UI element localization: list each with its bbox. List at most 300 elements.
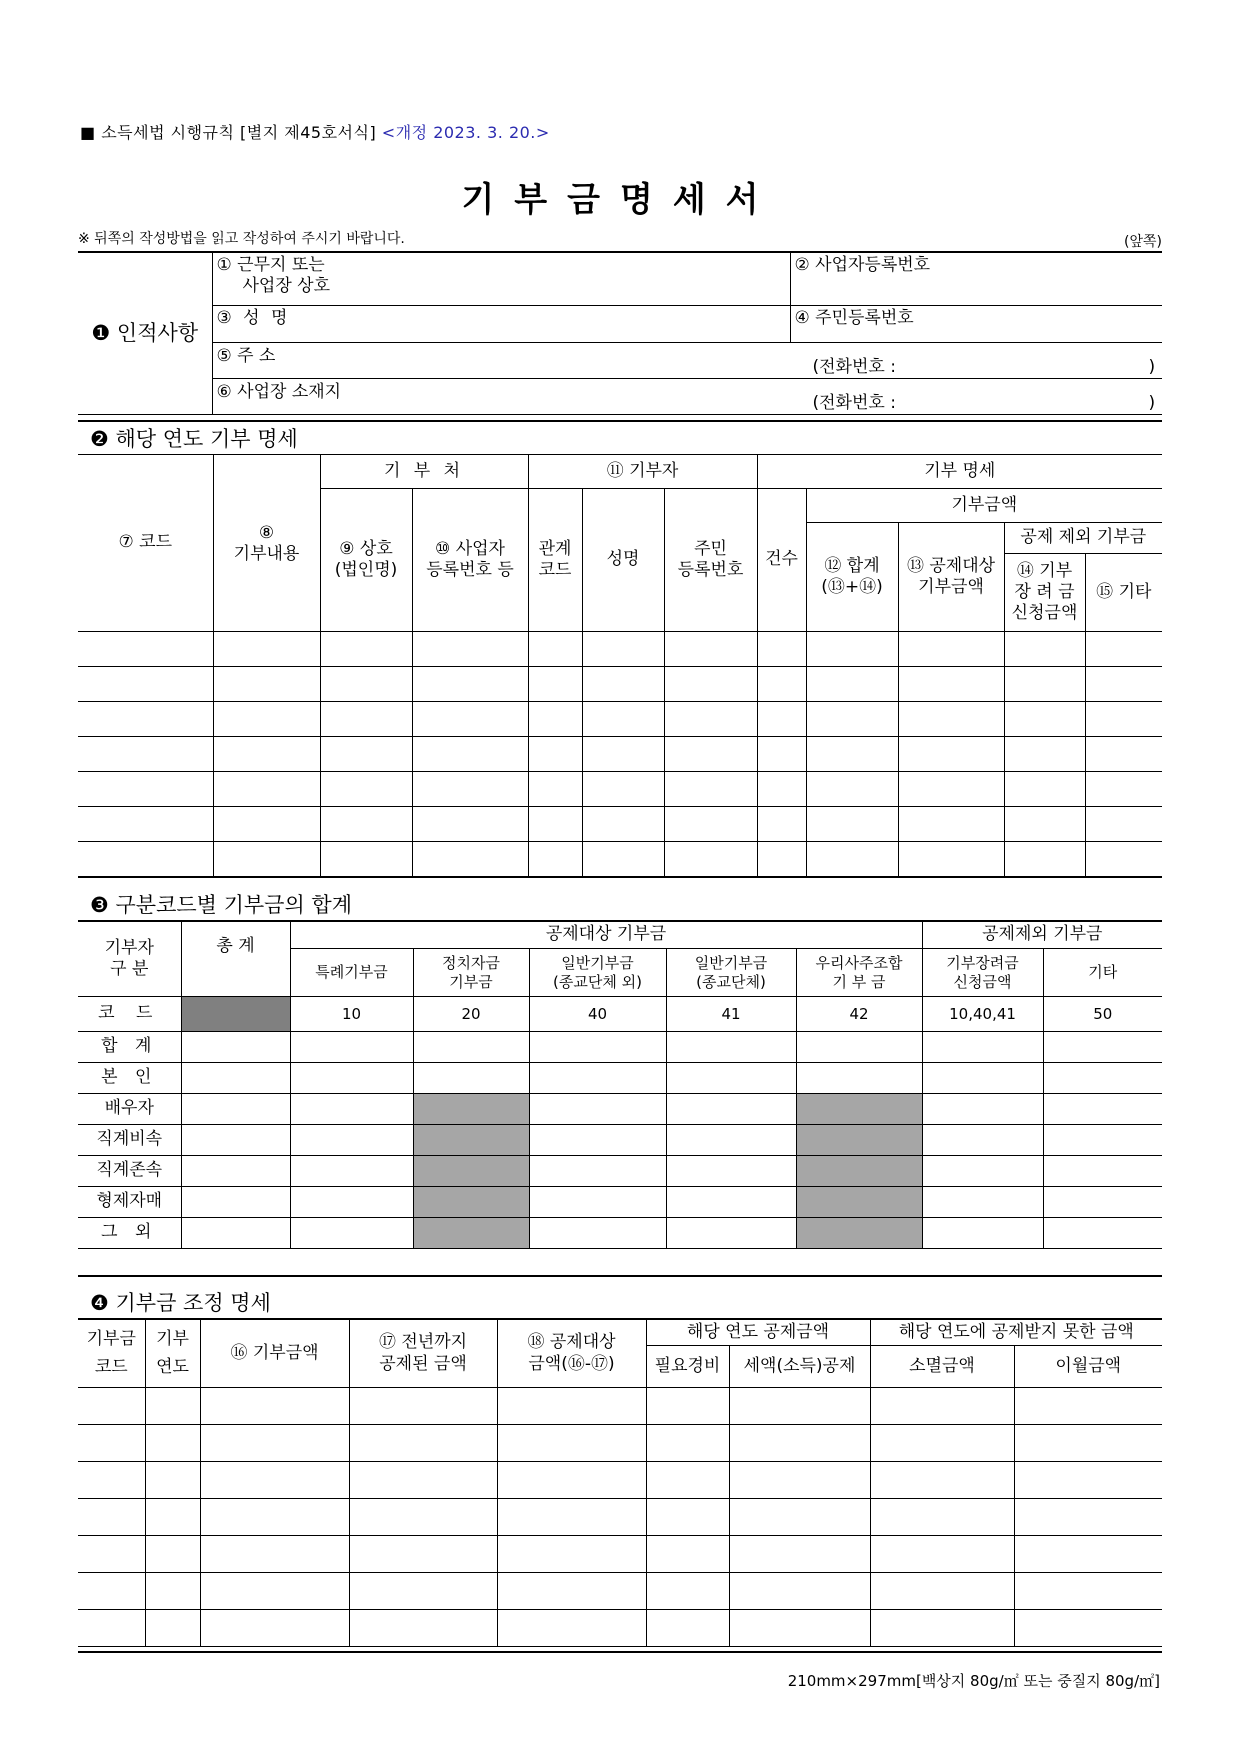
col-adj-amount: ⑯ 기부금액 <box>200 1320 349 1388</box>
category-cell[interactable] <box>290 1156 413 1187</box>
donation-cell[interactable] <box>78 737 213 772</box>
col-category-b: (종교단체 외) <box>553 972 642 991</box>
col-content-label: 기부내용 <box>233 544 300 565</box>
address-phone-end: ) <box>1148 357 1156 377</box>
adjustment-cell[interactable] <box>870 1499 1014 1536</box>
adjustment-cell[interactable] <box>870 1462 1014 1499</box>
adjustment-cell[interactable] <box>145 1573 200 1610</box>
donation-cell[interactable] <box>412 772 528 807</box>
donation-cell[interactable] <box>1085 807 1162 842</box>
col-donor-type-b: 구 분 <box>110 959 149 979</box>
donation-cell[interactable] <box>412 667 528 702</box>
donation-cell[interactable] <box>412 702 528 737</box>
adjustment-row <box>78 1388 1162 1425</box>
donation-cell[interactable] <box>320 702 412 737</box>
donation-cell[interactable] <box>1004 842 1085 877</box>
col-category <box>529 949 666 997</box>
category-row <box>78 1063 1162 1094</box>
adjustment-cell[interactable] <box>145 1499 200 1536</box>
donation-cell[interactable] <box>78 632 213 667</box>
adjustment-cell[interactable] <box>497 1610 646 1647</box>
donation-cell[interactable] <box>757 632 806 667</box>
category-cell[interactable] <box>529 1218 666 1249</box>
col-adj-exp: 필요경비 <box>646 1346 729 1388</box>
donation-row <box>78 842 1162 877</box>
category-cell[interactable] <box>181 1218 290 1249</box>
category-cell[interactable] <box>666 1218 796 1249</box>
field-bizno[interactable] <box>790 253 1162 306</box>
donation-cell[interactable] <box>320 632 412 667</box>
donation-cell[interactable] <box>582 772 664 807</box>
col-name-b: (법인명) <box>334 560 398 580</box>
section2-bottom-line <box>78 876 1162 878</box>
adjustment-cell[interactable] <box>1014 1425 1162 1462</box>
col-adj-code-a: 기부금 <box>86 1329 136 1350</box>
donation-cell[interactable] <box>757 842 806 877</box>
donation-row <box>78 807 1162 842</box>
adjustment-cell[interactable] <box>145 1425 200 1462</box>
donation-cell[interactable] <box>664 772 757 807</box>
adjustment-cell[interactable] <box>200 1425 349 1462</box>
category-cell[interactable] <box>181 1094 290 1125</box>
donation-cell[interactable] <box>582 807 664 842</box>
category-cell[interactable] <box>181 1125 290 1156</box>
adjustment-cell[interactable] <box>78 1610 145 1647</box>
category-cell[interactable] <box>529 1032 666 1063</box>
category-cell[interactable] <box>1043 1125 1162 1156</box>
col-category-a: 정치자금 <box>442 953 500 972</box>
col-detail: 기부 명세 <box>757 455 1162 489</box>
category-cell[interactable] <box>290 1125 413 1156</box>
category-cell <box>796 1156 922 1187</box>
adjustment-cell[interactable] <box>729 1425 870 1462</box>
category-cell[interactable] <box>1043 1094 1162 1125</box>
col-total-a: ⑫ 합계 <box>824 555 880 576</box>
donation-cell[interactable] <box>898 737 1004 772</box>
adjustment-cell[interactable] <box>349 1536 497 1573</box>
adjustment-cell[interactable] <box>870 1388 1014 1425</box>
donation-cell[interactable] <box>757 667 806 702</box>
donation-cell[interactable] <box>1004 772 1085 807</box>
donation-cell[interactable] <box>528 702 582 737</box>
field-address[interactable] <box>212 343 1162 379</box>
donation-cell[interactable] <box>320 667 412 702</box>
category-cell[interactable] <box>666 1063 796 1094</box>
adjustment-cell[interactable] <box>1014 1573 1162 1610</box>
col-sch-c: 신청금액 <box>1011 603 1078 624</box>
donation-cell[interactable] <box>806 842 898 877</box>
donation-cell[interactable] <box>1004 807 1085 842</box>
donation-cell[interactable] <box>757 737 806 772</box>
donation-cell[interactable] <box>898 632 1004 667</box>
adjustment-cell[interactable] <box>729 1610 870 1647</box>
section3-title: ❸ 구분코드별 기부금의 합계 <box>90 893 352 917</box>
col-rel <box>528 489 582 632</box>
donation-cell[interactable] <box>320 807 412 842</box>
donation-cell[interactable] <box>898 807 1004 842</box>
category-cell[interactable] <box>290 1063 413 1094</box>
adjustment-cell[interactable] <box>646 1610 729 1647</box>
field-biz-location[interactable] <box>212 379 1162 415</box>
col-adj-prev-a: ⑰ 전년까지 <box>378 1332 468 1353</box>
field-name-label: ③ 성 명 <box>216 308 291 328</box>
category-cell[interactable] <box>413 1063 529 1094</box>
adjustment-cell[interactable] <box>349 1425 497 1462</box>
category-cell[interactable] <box>666 1032 796 1063</box>
adjustment-cell[interactable] <box>870 1425 1014 1462</box>
adjustment-cell[interactable] <box>200 1610 349 1647</box>
section2-title: ❷ 해당 연도 기부 명세 <box>90 427 298 451</box>
category-row-label: 배우자 <box>78 1094 181 1125</box>
col-pname: 성명 <box>582 489 664 632</box>
donation-cell[interactable] <box>664 737 757 772</box>
adjustment-cell[interactable] <box>145 1536 200 1573</box>
section3-bottom-line <box>78 1275 1162 1277</box>
col-category-b: (종교단체) <box>696 972 766 991</box>
code-value: 10,40,41 <box>922 997 1043 1032</box>
donation-cell[interactable] <box>78 702 213 737</box>
category-cell[interactable] <box>1043 1063 1162 1094</box>
donation-cell[interactable] <box>898 772 1004 807</box>
adjustment-cell[interactable] <box>1014 1536 1162 1573</box>
field-biz-location-label: ⑥ 사업장 소재지 <box>216 382 342 402</box>
category-row-label: 형제자매 <box>78 1187 181 1218</box>
donation-cell[interactable] <box>528 632 582 667</box>
donation-cell[interactable] <box>213 842 320 877</box>
adjustment-cell[interactable] <box>145 1388 200 1425</box>
col-rel-b: 코드 <box>538 560 572 580</box>
col-resid <box>664 489 757 632</box>
category-cell <box>796 1218 922 1249</box>
adjustment-cell[interactable] <box>870 1610 1014 1647</box>
donation-cell[interactable] <box>213 772 320 807</box>
donation-row <box>78 702 1162 737</box>
donation-cell[interactable] <box>320 737 412 772</box>
adjustment-cell[interactable] <box>646 1462 729 1499</box>
category-cell[interactable] <box>666 1125 796 1156</box>
adjustment-cell[interactable] <box>349 1573 497 1610</box>
donation-cell[interactable] <box>412 737 528 772</box>
donation-cell[interactable] <box>320 842 412 877</box>
personal-info-table <box>78 252 1162 415</box>
col-content <box>213 455 320 632</box>
adjustment-cell[interactable] <box>200 1573 349 1610</box>
col-grand-total: 총 계 <box>181 922 290 997</box>
donation-cell[interactable] <box>582 667 664 702</box>
donation-cell[interactable] <box>806 772 898 807</box>
donation-cell[interactable] <box>320 772 412 807</box>
category-cell[interactable] <box>290 1187 413 1218</box>
category-cell[interactable] <box>181 1156 290 1187</box>
col-donor: ⑪ 기부자 <box>528 455 757 489</box>
donation-cell[interactable] <box>806 737 898 772</box>
category-cell[interactable] <box>666 1156 796 1187</box>
field-workplace-label2: 사업장 상호 <box>242 276 331 297</box>
donation-cell[interactable] <box>78 807 213 842</box>
donation-cell[interactable] <box>213 807 320 842</box>
adjustment-cell[interactable] <box>646 1388 729 1425</box>
col-category-a: 일반기부금 <box>694 953 768 972</box>
adjustment-cell[interactable] <box>145 1610 200 1647</box>
adjustment-cell[interactable] <box>78 1536 145 1573</box>
field-name[interactable] <box>212 306 790 343</box>
adjustment-cell[interactable] <box>729 1388 870 1425</box>
category-row <box>78 1125 1162 1156</box>
donation-cell[interactable] <box>1085 772 1162 807</box>
col-adj-target-b: 금액(⑯-⑰) <box>528 1353 615 1374</box>
col-sch-b: 장 려 금 <box>1014 581 1075 602</box>
adjustment-cell[interactable] <box>497 1462 646 1499</box>
col-category-b: 기부금 <box>449 972 493 991</box>
adjustment-cell[interactable] <box>497 1425 646 1462</box>
category-cell[interactable] <box>796 1063 922 1094</box>
category-cell[interactable] <box>922 1187 1043 1218</box>
adjustment-cell[interactable] <box>497 1536 646 1573</box>
donation-cell[interactable] <box>412 807 528 842</box>
donation-cell[interactable] <box>806 807 898 842</box>
col-excl-group: 공제제외 기부금 <box>922 922 1162 949</box>
category-cell[interactable] <box>181 1187 290 1218</box>
category-cell[interactable] <box>1043 1156 1162 1187</box>
col-category-a: 기타 <box>1088 963 1118 982</box>
category-cell[interactable] <box>1043 1218 1162 1249</box>
adjustment-cell[interactable] <box>200 1462 349 1499</box>
col-name-a: ⑨ 상호 <box>339 538 393 559</box>
category-cell <box>413 1218 529 1249</box>
category-cell[interactable] <box>529 1063 666 1094</box>
donation-cell[interactable] <box>78 842 213 877</box>
donation-cell[interactable] <box>1085 632 1162 667</box>
adjustment-cell[interactable] <box>1014 1610 1162 1647</box>
category-cell[interactable] <box>922 1218 1043 1249</box>
donation-cell[interactable] <box>1085 842 1162 877</box>
adjustment-cell[interactable] <box>200 1499 349 1536</box>
donation-row <box>78 632 1162 667</box>
adjustment-cell[interactable] <box>646 1573 729 1610</box>
col-excl: 공제 제외 기부금 <box>1004 523 1162 554</box>
donation-cell[interactable] <box>1004 702 1085 737</box>
donation-cell[interactable] <box>1085 702 1162 737</box>
category-total-rows <box>78 1032 1162 1249</box>
adjustment-cell[interactable] <box>497 1499 646 1536</box>
section4-title: ❹ 기부금 조정 명세 <box>90 1291 271 1315</box>
adjustment-cell[interactable] <box>349 1388 497 1425</box>
col-adj-target-a: ⑱ 공제대상 <box>527 1332 616 1353</box>
category-cell[interactable] <box>290 1094 413 1125</box>
col-etc: ⑮ 기타 <box>1085 554 1162 632</box>
donation-cell[interactable] <box>757 702 806 737</box>
col-total-b: (⑬+⑭) <box>821 577 883 597</box>
adjustment-cell[interactable] <box>145 1462 200 1499</box>
category-cell <box>796 1125 922 1156</box>
donation-cell[interactable] <box>78 667 213 702</box>
adjustment-cell[interactable] <box>349 1462 497 1499</box>
col-sch-a: ⑭ 기부 <box>1016 560 1073 581</box>
section4-bottom-line <box>78 1651 1162 1653</box>
adjustment-cell[interactable] <box>78 1573 145 1610</box>
donation-cell[interactable] <box>582 702 664 737</box>
col-adj-carry: 이월금액 <box>1014 1346 1162 1388</box>
category-cell[interactable] <box>529 1156 666 1187</box>
category-cell[interactable] <box>529 1125 666 1156</box>
donation-cell[interactable] <box>1004 737 1085 772</box>
donation-row <box>78 667 1162 702</box>
donation-cell[interactable] <box>412 842 528 877</box>
category-cell[interactable] <box>181 1032 290 1063</box>
donation-cell[interactable] <box>1004 667 1085 702</box>
donation-cell[interactable] <box>412 632 528 667</box>
col-code: ⑦ 코드 <box>78 455 213 632</box>
field-address-label: ⑤ 주 소 <box>216 346 276 366</box>
donation-cell[interactable] <box>582 842 664 877</box>
donation-cell[interactable] <box>582 737 664 772</box>
donation-cell[interactable] <box>213 737 320 772</box>
category-cell[interactable] <box>529 1187 666 1218</box>
donation-cell[interactable] <box>664 807 757 842</box>
instruction-note: ※ 뒤쪽의 작성방법을 읽고 작성하여 주시기 바랍니다. <box>78 231 405 247</box>
category-cell[interactable] <box>529 1094 666 1125</box>
adjustment-cell[interactable] <box>1014 1388 1162 1425</box>
col-adj-prev <box>349 1320 497 1388</box>
adjustment-cell[interactable] <box>200 1388 349 1425</box>
section1-title: ❶ 인적사항 <box>78 253 212 415</box>
col-category-b: 신청금액 <box>953 972 1012 991</box>
adjustment-cell[interactable] <box>349 1610 497 1647</box>
col-ded <box>898 523 1004 632</box>
donation-cell[interactable] <box>757 807 806 842</box>
donation-cell[interactable] <box>1085 737 1162 772</box>
adjustment-cell[interactable] <box>729 1462 870 1499</box>
col-resid-b: 등록번호 <box>677 560 744 580</box>
field-workplace[interactable] <box>212 253 790 306</box>
donation-cell[interactable] <box>806 632 898 667</box>
adjustment-cell[interactable] <box>870 1573 1014 1610</box>
field-resid-label: ④ 주민등록번호 <box>794 308 914 328</box>
adjustment-row <box>78 1610 1162 1647</box>
category-cell[interactable] <box>1043 1187 1162 1218</box>
donation-cell[interactable] <box>528 737 582 772</box>
code-row-label: 코 드 <box>78 997 181 1032</box>
adjustment-cell[interactable] <box>497 1573 646 1610</box>
adjustment-cell[interactable] <box>200 1536 349 1573</box>
donation-cell[interactable] <box>78 772 213 807</box>
donation-cell[interactable] <box>213 632 320 667</box>
col-adj-code <box>78 1320 145 1388</box>
code-value: 42 <box>796 997 922 1032</box>
adjustment-row <box>78 1536 1162 1573</box>
adjustment-row <box>78 1462 1162 1499</box>
category-cell <box>413 1156 529 1187</box>
biz-phone-label: (전화번호 : <box>812 393 896 413</box>
category-cell[interactable] <box>290 1032 413 1063</box>
donation-cell[interactable] <box>664 702 757 737</box>
col-category-b: 기 부 금 <box>832 972 886 991</box>
category-cell[interactable] <box>181 1063 290 1094</box>
col-category <box>1043 949 1162 997</box>
adjustment-cell[interactable] <box>1014 1499 1162 1536</box>
donation-detail-table <box>78 454 1162 877</box>
donation-cell[interactable] <box>1004 632 1085 667</box>
donation-cell[interactable] <box>213 702 320 737</box>
category-row <box>78 1094 1162 1125</box>
category-row <box>78 1032 1162 1063</box>
donation-cell[interactable] <box>528 842 582 877</box>
category-cell[interactable] <box>922 1094 1043 1125</box>
donation-cell[interactable] <box>898 842 1004 877</box>
adjustment-cell[interactable] <box>870 1536 1014 1573</box>
adjustment-rows <box>78 1388 1162 1647</box>
adjustment-row <box>78 1573 1162 1610</box>
adjustment-row <box>78 1499 1162 1536</box>
code-value: 40 <box>529 997 666 1032</box>
category-cell[interactable] <box>666 1094 796 1125</box>
adjustment-cell[interactable] <box>1014 1462 1162 1499</box>
category-cell[interactable] <box>922 1156 1043 1187</box>
donation-cell[interactable] <box>898 667 1004 702</box>
adjustment-cell[interactable] <box>78 1388 145 1425</box>
code-row-shaded <box>181 997 290 1032</box>
category-cell[interactable] <box>922 1032 1043 1063</box>
category-cell[interactable] <box>290 1218 413 1249</box>
adjustment-cell[interactable] <box>497 1388 646 1425</box>
adjustment-cell[interactable] <box>349 1499 497 1536</box>
form-header <box>80 120 550 143</box>
paper-spec: 210mm×297mm[백상지 80g/㎡ 또는 중질지 80g/㎡] <box>787 1672 1160 1690</box>
donation-cell[interactable] <box>528 807 582 842</box>
donation-cell[interactable] <box>806 667 898 702</box>
code-value: 50 <box>1043 997 1162 1032</box>
adjustment-cell[interactable] <box>646 1536 729 1573</box>
adjustment-cell[interactable] <box>78 1499 145 1536</box>
donation-cell[interactable] <box>757 772 806 807</box>
adjustment-cell[interactable] <box>646 1499 729 1536</box>
col-content-num: ⑧ <box>258 523 275 543</box>
category-cell[interactable] <box>666 1187 796 1218</box>
col-bizno <box>412 489 528 632</box>
field-resid[interactable] <box>790 306 1162 343</box>
adjustment-cell[interactable] <box>646 1425 729 1462</box>
adjustment-cell[interactable] <box>729 1536 870 1573</box>
col-category <box>922 949 1043 997</box>
donation-cell[interactable] <box>1085 667 1162 702</box>
category-cell[interactable] <box>796 1032 922 1063</box>
donation-cell[interactable] <box>898 702 1004 737</box>
col-count: 건수 <box>757 489 806 632</box>
category-cell[interactable] <box>413 1032 529 1063</box>
donation-cell[interactable] <box>806 702 898 737</box>
donation-cell[interactable] <box>528 772 582 807</box>
adjustment-cell[interactable] <box>78 1425 145 1462</box>
donation-cell[interactable] <box>664 667 757 702</box>
donation-cell[interactable] <box>664 632 757 667</box>
col-adj-prev-b: 공제된 금액 <box>379 1353 467 1374</box>
category-cell[interactable] <box>1043 1032 1162 1063</box>
adjustment-cell[interactable] <box>78 1462 145 1499</box>
adjustment-cell[interactable] <box>729 1573 870 1610</box>
col-category <box>666 949 796 997</box>
adjustment-cell[interactable] <box>729 1499 870 1536</box>
col-adj-year <box>145 1320 200 1388</box>
col-adj-tax: 세액(소득)공제 <box>729 1346 870 1388</box>
col-org: 기 부 처 <box>320 455 528 489</box>
category-row <box>78 1187 1162 1218</box>
donation-cell[interactable] <box>528 667 582 702</box>
donation-cell[interactable] <box>582 632 664 667</box>
donation-cell[interactable] <box>664 842 757 877</box>
donation-cell[interactable] <box>213 667 320 702</box>
category-cell[interactable] <box>922 1063 1043 1094</box>
category-cell[interactable] <box>922 1125 1043 1156</box>
